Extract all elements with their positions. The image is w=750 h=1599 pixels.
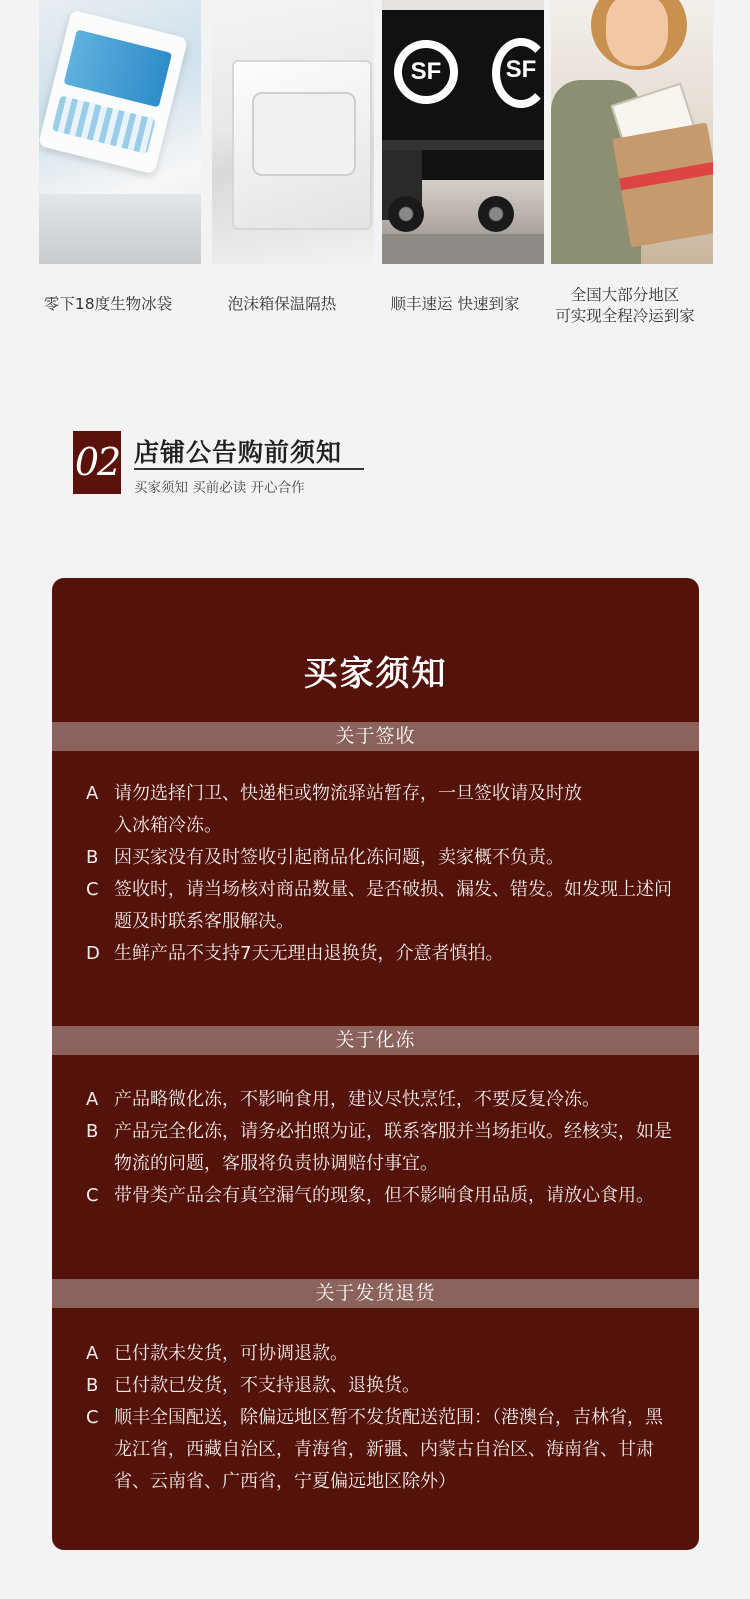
- road-shape: [382, 234, 544, 264]
- list-item: [86, 1370, 676, 1402]
- group-heading-signing: 关于签收: [52, 722, 699, 751]
- item-letter: C: [86, 879, 99, 900]
- item-letter: A: [86, 1089, 99, 1110]
- list-item: [86, 1180, 676, 1212]
- item-text: 产品完全化冻，请务必拍照为证，联系客服并当场拒收。经核实，如是物流的问题，客服将负责协调赔付事宜。: [114, 1121, 672, 1174]
- item-letter: A: [86, 783, 99, 804]
- item-text: 产品略微化冻，不影响食用，建议尽快烹饪，不要反复冷冻。: [114, 1089, 600, 1110]
- photo-caption: [202, 294, 362, 315]
- item-letter: B: [86, 1121, 99, 1142]
- sf-logo: SF: [394, 40, 458, 104]
- wheel-icon: [478, 196, 514, 232]
- feature-photo-strip: [0, 0, 750, 345]
- truck-stripe: [382, 140, 544, 150]
- item-text: 请勿选择门卫、快递柜或物流驿站暂存，一旦签收请及时放入冰箱冷冻。: [114, 783, 582, 836]
- parcel-icon: [612, 123, 713, 248]
- item-text: 因买家没有及时签收引起商品化冻问题，卖家概不负责。: [114, 847, 564, 868]
- ice-pack-shape: [39, 10, 188, 175]
- sf-logo: SF: [492, 38, 544, 108]
- item-text: 顺丰全国配送，除偏远地区暂不发货配送范围：（港澳台，吉林省，黑龙江省，西藏自治区，青海省，新疆、内蒙古自治区、海南省、甘肃省、云南省、广西省，宁夏偏远地区除外）: [114, 1407, 663, 1492]
- caption-line: 零下18度生物冰袋: [43, 295, 173, 313]
- item-text: 已付款已发货，不支持退款、退换货。: [114, 1375, 420, 1396]
- courier-face: [606, 0, 668, 66]
- photo-caption: [540, 285, 710, 327]
- item-text: 已付款未发货，可协调退款。: [114, 1343, 348, 1364]
- item-text: 生鲜产品不支持7天无理由退换货，介意者慎拍。: [114, 943, 504, 964]
- notice-title: 买家须知: [303, 654, 448, 694]
- item-letter: C: [86, 1185, 99, 1206]
- notice-list-shipping-returns: [86, 1338, 676, 1498]
- list-item: [86, 938, 676, 970]
- caption-line: 全国大部分地区: [570, 286, 680, 304]
- section-number-badge: 02: [73, 431, 121, 494]
- notice-list-signing: [86, 778, 676, 970]
- item-letter: D: [86, 943, 100, 964]
- notice-list-thawing: [86, 1084, 676, 1212]
- ice-pack-photo: [39, 0, 201, 264]
- item-text: 带骨类产品会有真空漏气的现象，但不影响食用品质，请放心食用。: [114, 1185, 654, 1206]
- list-item: [86, 1402, 676, 1498]
- list-item: [86, 842, 676, 874]
- list-item: [86, 874, 676, 938]
- photo-caption: [33, 294, 183, 315]
- item-letter: B: [86, 1375, 99, 1396]
- section-title: 店铺公告购前须知: [134, 438, 343, 467]
- wheel-icon: [388, 196, 424, 232]
- section-subtitle: 买家须知 买前必读 开心合作: [134, 480, 305, 496]
- item-letter: C: [86, 1407, 99, 1428]
- photo-caption: [370, 294, 540, 315]
- list-item: [86, 1116, 676, 1180]
- foam-box-photo: [212, 0, 374, 264]
- item-letter: A: [86, 1343, 99, 1364]
- caption-line: 泡沫箱保温隔热: [227, 295, 337, 313]
- section-divider: [134, 468, 364, 470]
- group-heading-shipping-returns: 关于发货退货: [52, 1279, 699, 1308]
- ice-tray-shape: [39, 194, 201, 264]
- caption-line: 可实现全程冷运到家: [555, 307, 695, 325]
- buyer-notice-panel: [52, 578, 699, 1550]
- section-header: [73, 431, 373, 499]
- group-heading-thawing: 关于化冻: [52, 1026, 699, 1055]
- list-item: [86, 1338, 676, 1370]
- list-item: [86, 1084, 676, 1116]
- caption-line: 顺丰速运 快速到家: [390, 295, 520, 313]
- foam-box-shape: [232, 60, 372, 230]
- list-item: [86, 778, 676, 842]
- item-letter: B: [86, 847, 99, 868]
- sf-truck-photo: [382, 0, 544, 264]
- courier-delivery-photo: [551, 0, 713, 264]
- item-text: 签收时，请当场核对商品数量、是否破损、漏发、错发。如发现上述问题及时联系客服解决。: [114, 879, 672, 932]
